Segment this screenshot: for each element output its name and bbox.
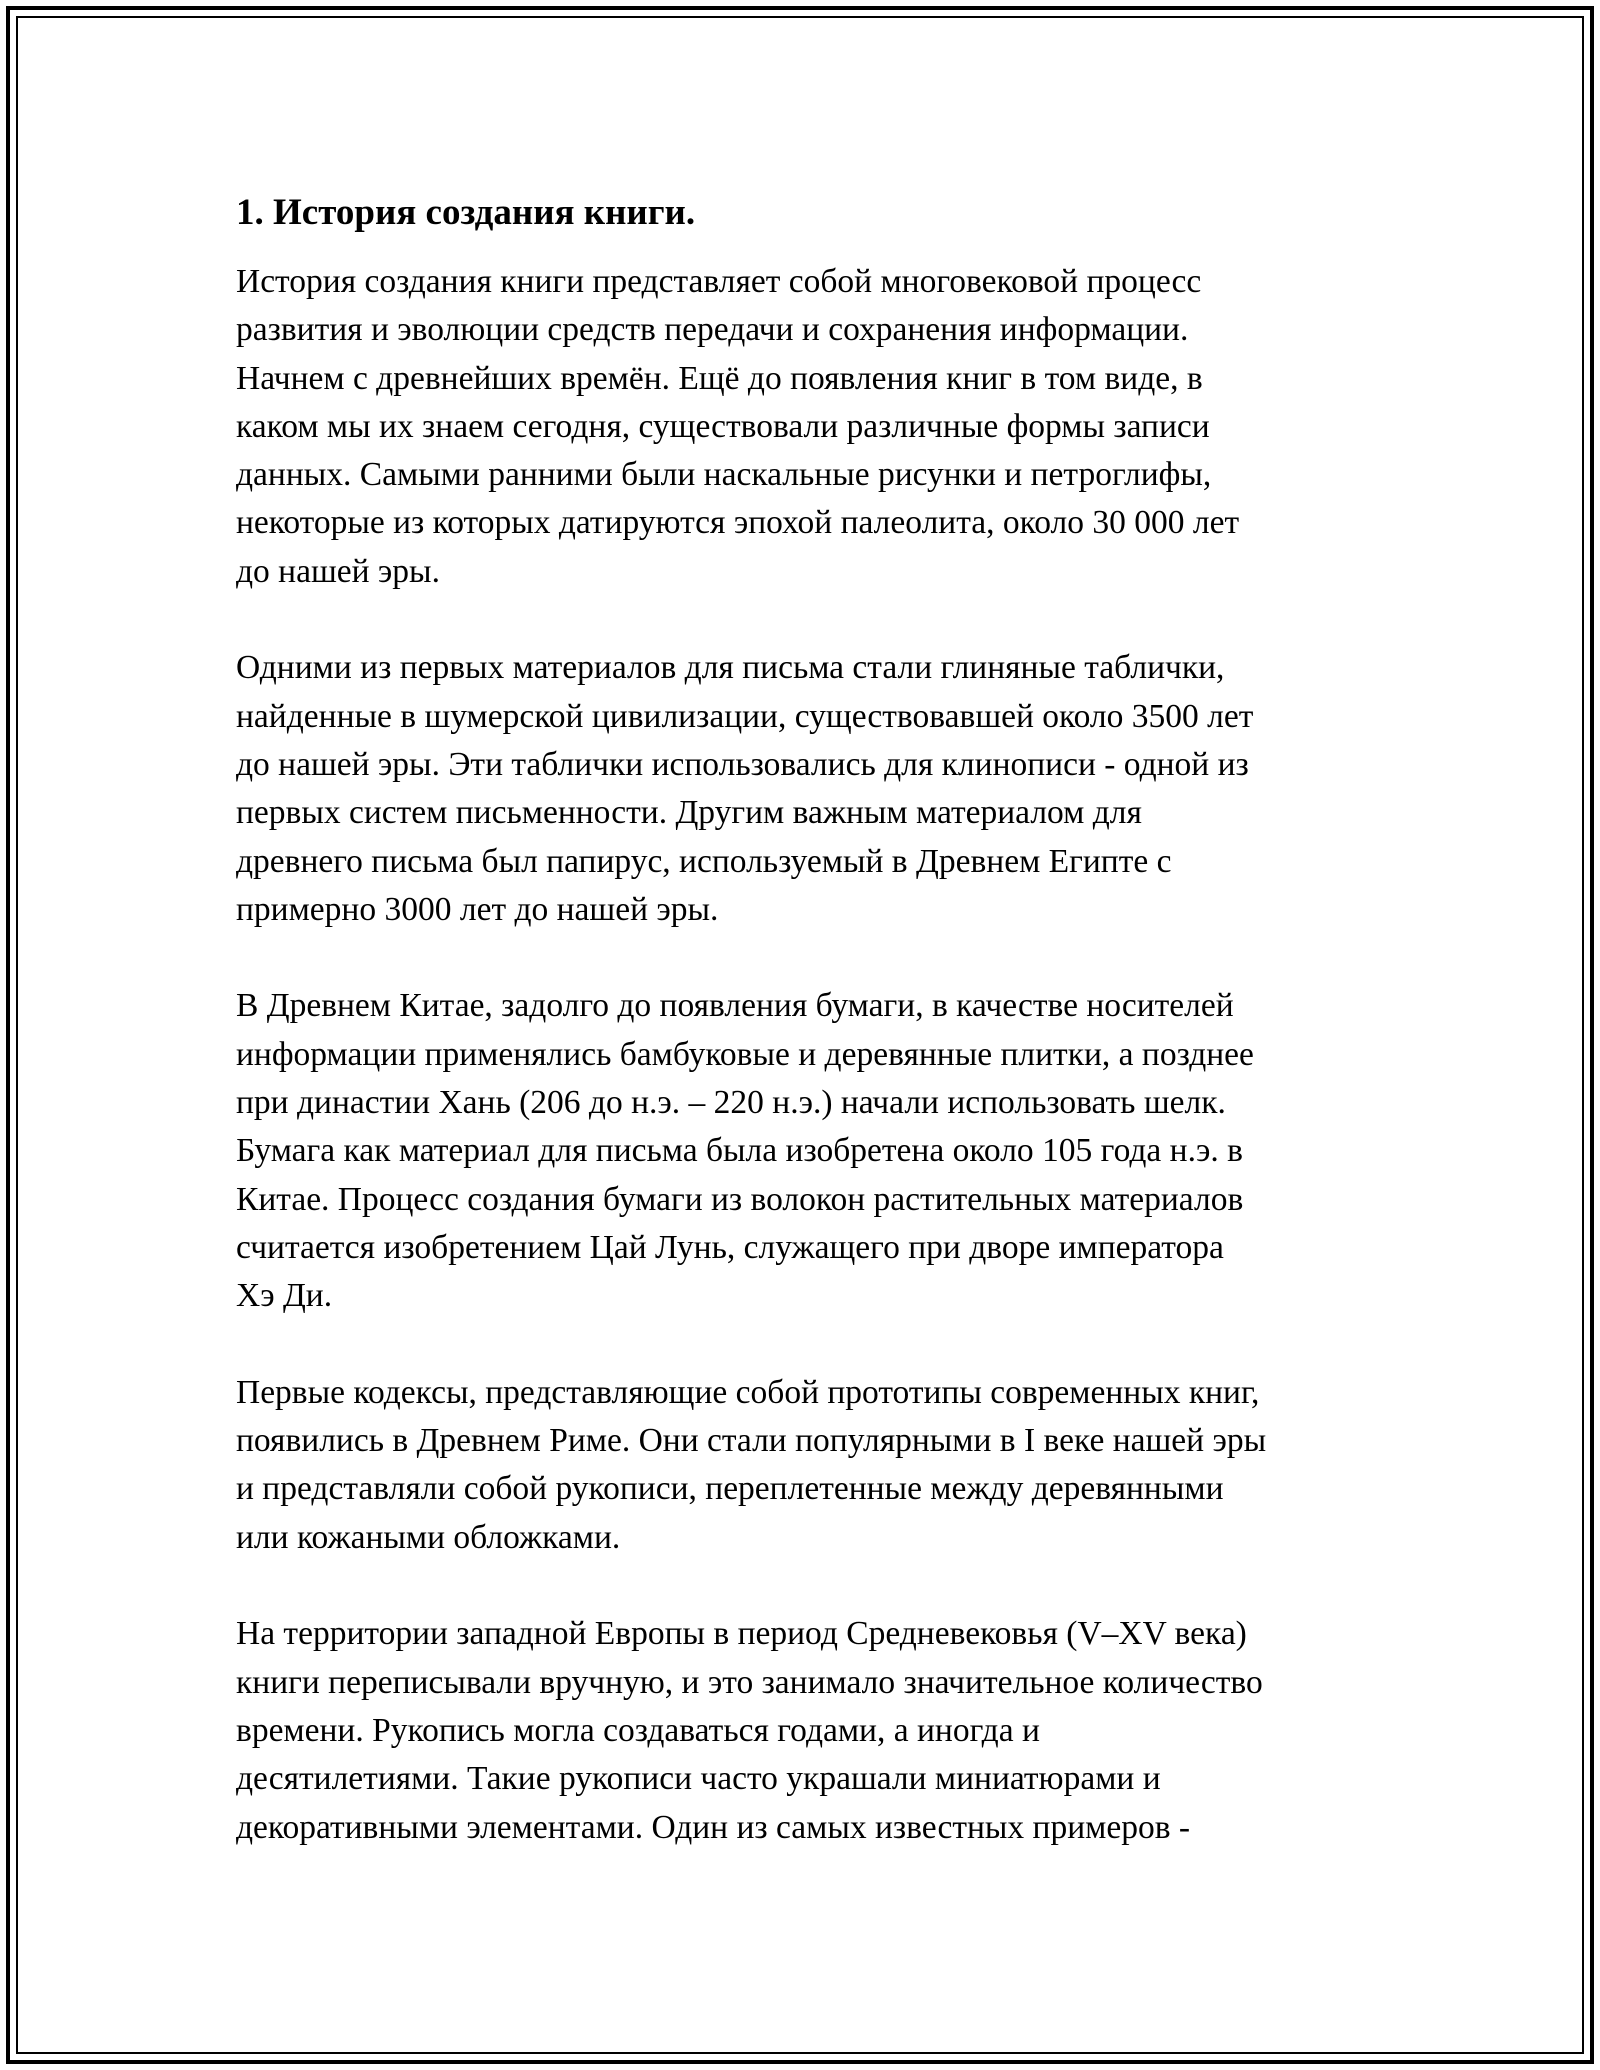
- paragraph-line: первых систем письменности. Другим важным материалом для: [236, 794, 1142, 832]
- paragraph-line: Начнем с древнейших времён. Ещё до появления книг в том виде, в: [236, 359, 1203, 397]
- paragraph-line: появились в Древнем Риме. Они стали популярными в I веке нашей эры: [236, 1422, 1267, 1460]
- paragraph: [236, 1610, 1386, 1851]
- paragraph-line: Китае. Процесс создания бумаги из волокон растительных материалов: [236, 1180, 1244, 1218]
- paragraph-line: при династии Хань (206 до н.э. – 220 н.э.) начали использовать шелк.: [236, 1084, 1226, 1122]
- paragraph-line: На территории западной Европы в период Средневековья (V–XV века): [236, 1615, 1247, 1653]
- paragraph: [236, 1369, 1386, 1562]
- paragraph-line: времени. Рукопись могла создаваться годами, а иногда и: [236, 1711, 1040, 1749]
- paragraph-line: Бумага как материал для письма была изобретена около 105 года н.э. в: [236, 1132, 1243, 1170]
- paragraph-line: и представляли собой рукописи, переплетенные между деревянными: [236, 1470, 1224, 1508]
- document-body: [236, 190, 1386, 1900]
- paragraph-line: каком мы их знаем сегодня, существовали различные формы записи: [236, 407, 1210, 445]
- paragraph: [236, 258, 1386, 596]
- paragraph-line: древнего письма был папирус, используемый в Древнем Египте с: [236, 842, 1172, 880]
- paragraph-line: данных. Самыми ранними были наскальные рисунки и петроглифы,: [236, 456, 1212, 494]
- paragraph-line: книги переписывали вручную, и это занимало значительное количество: [236, 1663, 1263, 1701]
- paragraph-line: Хэ Ди.: [236, 1277, 333, 1315]
- paragraph-line: История создания книги представляет собой многовековой процесс: [236, 263, 1202, 300]
- paragraph-line: информации применялись бамбуковые и деревянные плитки, а позднее: [236, 1035, 1254, 1073]
- paragraph: [236, 982, 1386, 1320]
- paragraph-line: десятилетиями. Такие рукописи часто украшали миниатюрами и: [236, 1760, 1161, 1798]
- paragraph-line: развития и эволюции средств передачи и сохранения информации.: [236, 311, 1189, 349]
- paragraph-list: [236, 258, 1386, 1852]
- paragraph-line: до нашей эры.: [236, 552, 440, 590]
- paragraph-line: декоративными элементами. Один из самых известных примеров -: [236, 1808, 1191, 1846]
- paragraph-line: или кожаными обложками.: [236, 1518, 621, 1556]
- paragraph-line: примерно 3000 лет до нашей эры.: [236, 890, 719, 928]
- section-heading: 1. История создания книги.: [236, 192, 696, 233]
- paragraph: [236, 644, 1386, 934]
- paragraph-line: некоторые из которых датируются эпохой палеолита, около 30 000 лет: [236, 504, 1240, 542]
- paragraph-line: Одними из первых материалов для письма стали глиняные таблички,: [236, 649, 1225, 687]
- paragraph-line: Первые кодексы, представляющие собой прототипы современных книг,: [236, 1373, 1260, 1411]
- paragraph-line: найденные в шумерской цивилизации, существовавшей около 3500 лет: [236, 697, 1254, 735]
- paragraph-line: В Древнем Китае, задолго до появления бумаги, в качестве носителей: [236, 987, 1234, 1025]
- paragraph-line: до нашей эры. Эти таблички использовались для клинописи - одной из: [236, 745, 1249, 783]
- paragraph-line: считается изобретением Цай Лунь, служащего при дворе императора: [236, 1228, 1224, 1266]
